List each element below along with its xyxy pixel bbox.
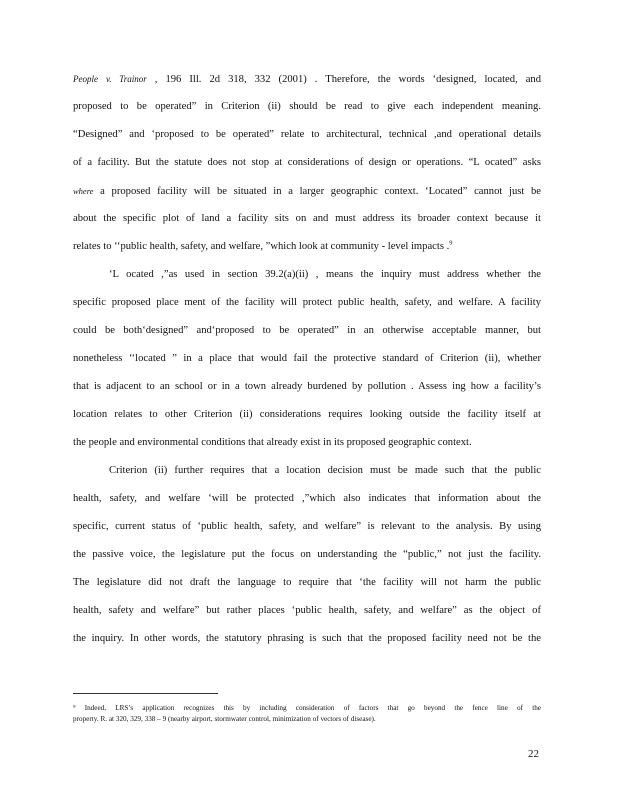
body-line-5-text: a proposed facility will be situated in a larger geographic context. ‘Located” cannot just be — [100, 186, 541, 197]
case-name-trainor: v. Trainor — [106, 74, 147, 84]
body-line-15: Criterion (ii) further requires that a location decision must be made such that the public — [109, 465, 541, 476]
body-line-20: health, safety and welfare” but rather places ‘public health, safety, and welfare” as the object of — [73, 605, 541, 616]
body-line-3: “Designed” and ‘proposed to be operated” relate to architectural, technical ,and operational details — [73, 129, 541, 140]
body-line-7 — [73, 240, 541, 254]
body-line-18: the passive voice, the legislature put the focus on understanding the “public,” not just the facility. — [73, 549, 541, 560]
footnote-line-1: ⁹ Indeed, LRS’s application recognizes this by including consideration of factors that go beyond the fence line of the — [73, 704, 541, 712]
body-line-1-text: , 196 Ill. 2d 318, 332 (2001) . Therefore, the words ‘designed, located, and — [154, 74, 541, 85]
body-line-16: health, safety, and welfare ‘will be protected ,”which also indicates that information about the — [73, 493, 541, 504]
body-line-1 — [73, 72, 541, 86]
footnote-separator — [73, 693, 218, 694]
body-line-4: of a facility. But the statute does not stop at considerations of design or operations. “L ocated” asks — [73, 157, 541, 168]
body-line-7-text: relates to ‘‘public health, safety, and welfare, ”which look at community - level impacts . — [73, 241, 450, 252]
page-number: 22 — [528, 748, 539, 760]
body-line-2: proposed to be operated” in Criterion (ii) should be read to give each independent meaning. — [73, 101, 541, 112]
body-line-21: the inquiry. In other words, the statutory phrasing is such that the proposed facility need not be the — [73, 633, 541, 644]
footnote-reference[interactable]: 9 — [449, 240, 453, 247]
body-line-6: about the specific plot of land a facility sits on and must address its broader context because it — [73, 213, 541, 224]
body-line-5 — [73, 184, 541, 198]
case-name-people: People — [73, 74, 98, 84]
emphasis-where: where — [73, 186, 94, 196]
body-line-13: location relates to other Criterion (ii) considerations requires looking outside the facility itself at — [73, 409, 541, 420]
body-line-12: that is adjacent to an school or in a town already burdened by pollution . Assess ing how a facility’s — [73, 381, 541, 392]
body-line-19: The legislature did not draft the language to require that ‘the facility will not harm the public — [73, 577, 541, 588]
body-line-9: specific proposed place ment of the facility will protect public health, safety, and welfare. A facility — [73, 297, 541, 308]
body-line-11: nonetheless ‘‘located ” in a place that would fail the protective standard of Criterion (ii), whether — [73, 353, 541, 364]
body-line-8: ‘L ocated ,”as used in section 39.2(a)(ii) , means the inquiry must address whether the — [109, 269, 541, 280]
body-line-17: specific, current status of ‘public health, safety, and welfare” is relevant to the analysis. By using — [73, 521, 541, 532]
body-line-14: the people and environmental conditions that already exist in its proposed geographic context. — [73, 437, 472, 448]
footnote-line-2: property. R. at 320, 329, 338 – 9 (nearby airport, stormwater control, minimization of vectors of disease). — [73, 715, 376, 723]
body-line-10: could be both‘designed” and‘proposed to be operated” in an otherwise acceptable manner, but — [73, 325, 541, 336]
